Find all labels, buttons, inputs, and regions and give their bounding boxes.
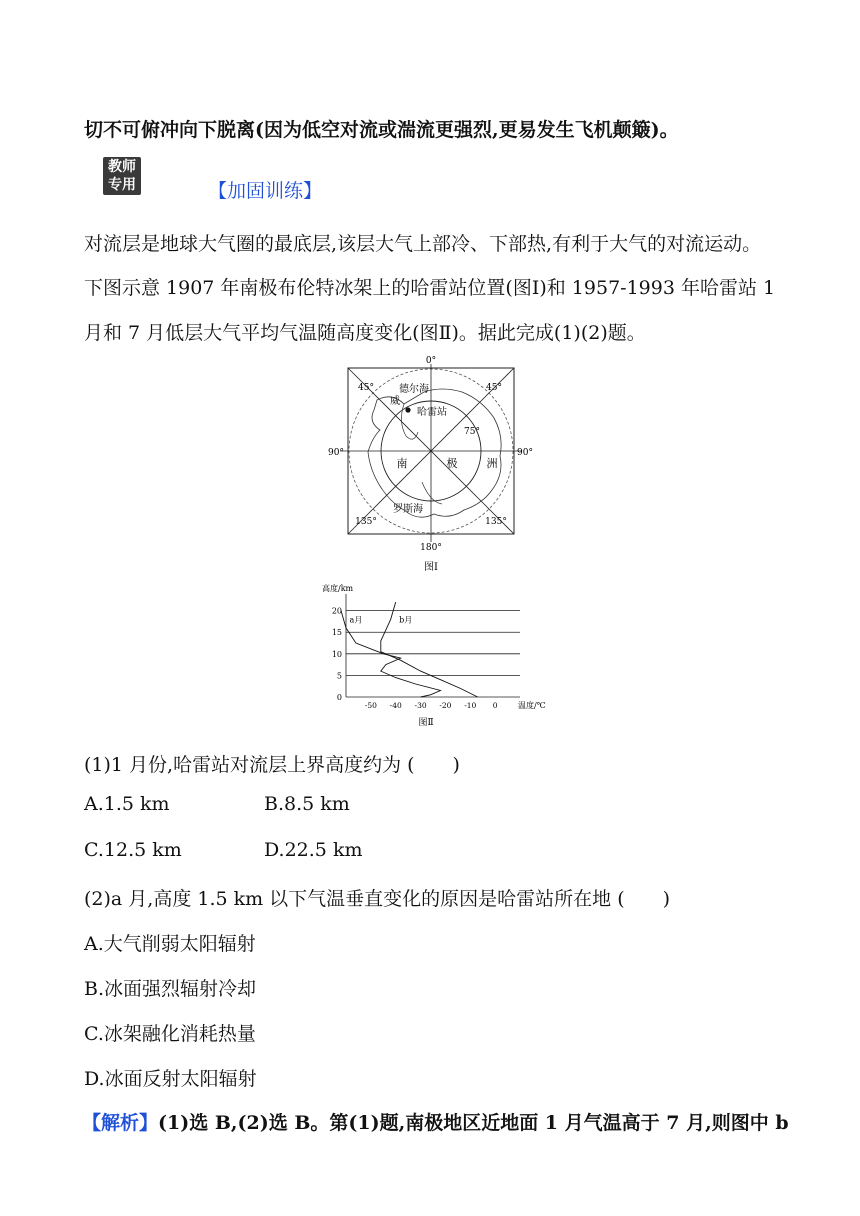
lat-75-label: 75° [464,427,480,437]
intro-line-2: 下图示意 1907 年南极布伦特冰架上的哈雷站位置(图Ⅰ)和 1957-1993 年哈雷站 1 [84,277,776,299]
question-1-option-a: A.1.5 km [84,793,170,815]
x-tick-label: -40 [389,701,402,710]
lon-135-right-label: 135° [485,517,507,527]
lon-135-left-label: 135° [355,517,377,527]
antarctica-map [322,352,538,580]
lon-90-right-label: 90° [517,448,533,458]
figure-1-caption: 图Ⅰ [424,562,438,573]
x-tick-label: -10 [464,701,477,710]
x-tick-label: -50 [364,701,377,710]
analysis-line [82,1108,789,1135]
y-tick-label: 5 [336,671,342,681]
analysis-text: (1)选 B,(2)选 B。第(1)题,南极地区近地面 1 月气温高于 7 月,则图中 b [158,1112,789,1134]
continent-char-nan: 南 [396,457,408,470]
halley-station-marker [405,407,410,412]
question-2-stem: (2)a 月,高度 1.5 km 以下气温垂直变化的原因是哈雷站所在地 ( ) [84,888,671,910]
question-2-option-c: C.冰架融化消耗热量 [84,1023,256,1045]
weddell-sea-label: 德尔海 [399,384,429,395]
x-tick-label: -20 [439,701,452,710]
section-heading: 【加固训练】 [208,180,323,202]
series-line-b [381,602,478,697]
figure-2-caption: 图Ⅱ [418,718,434,728]
analysis-label: 【解析】 [82,1112,159,1134]
ross-sea-label: 罗斯海 [393,504,423,515]
question-1-option-c: C.12.5 km [84,839,182,861]
continuation-text: 切不可俯冲向下脱离(因为低空对流或湍流更强烈,更易发生飞机颠簸)。 [84,119,679,141]
lon-0-label: 0° [425,356,437,366]
lon-45-right-label: 45° [486,383,502,393]
question-2-option-b: B.冰面强烈辐射冷却 [84,978,257,1000]
x-axis-label: 温度/℃ [518,701,546,710]
question-1-option-b: B.8.5 km [264,793,350,815]
temperature-height-chart [308,582,546,734]
wei-label: 威 [390,396,400,407]
continent-char-ji: 极 [446,457,458,470]
y-tick-label: 0 [336,693,342,702]
y-tick-label: 15 [331,628,342,638]
lon-45-left-label: 45° [358,383,374,393]
teacher-use-badge: 教师 专用 [103,157,141,195]
x-tick-label: -30 [414,701,427,710]
question-1-stem: (1)1 月份,哈雷站对流层上界高度约为 ( ) [84,754,460,776]
continent-char-zhou: 洲 [486,457,498,470]
lon-180-label: 180° [420,543,442,553]
series-label-a: a月 [349,615,363,625]
series-label-b: b月 [399,615,413,625]
x-tick-label: 0 [492,701,498,710]
station-label: 哈雷站 [417,407,447,418]
y-axis-label: 高度/km [322,584,354,593]
question-1-option-d: D.22.5 km [264,839,363,861]
intro-line-3: 月和 7 月低层大气平均气温随高度变化(图Ⅱ)。据此完成(1)(2)题。 [84,322,646,344]
question-2-option-a: A.大气削弱太阳辐射 [84,933,256,955]
y-tick-label: 20 [331,606,342,616]
intro-line-1: 对流层是地球大气圈的最底层,该层大气上部冷、下部热,有利于大气的对流运动。 [84,233,762,255]
question-2-option-d: D.冰面反射太阳辐射 [84,1068,257,1090]
y-tick-label: 10 [331,649,342,659]
lon-90-left-label: 90° [328,448,344,458]
